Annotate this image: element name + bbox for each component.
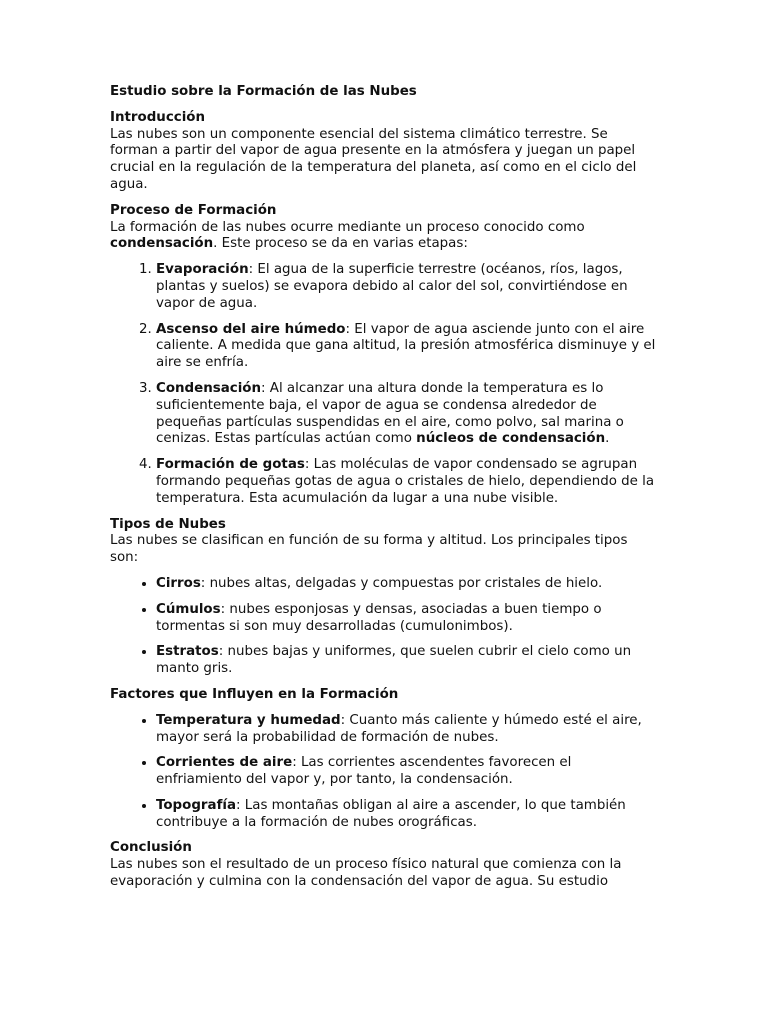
- step-text: : Las moléculas de vapor condensado se agrupan formando pequeñas gotas de agua o cristales de hielo, dependiendo de la temperatura. Esta acumulación da lugar a una nube visible.: [156, 457, 655, 506]
- factors-list: [110, 713, 658, 832]
- item-term: Estratos: [156, 644, 219, 660]
- process-text-after: . Este proceso se da en varias etapas:: [213, 236, 468, 252]
- process-step: [156, 381, 658, 448]
- item-term: Cirros: [156, 575, 201, 591]
- item-term: Topografía: [156, 797, 237, 813]
- item-text: : Cuanto más caliente y húmedo esté el aire, mayor será la probabilidad de formación de nubes.: [156, 712, 642, 745]
- item-text: : Las montañas obligan al aire a ascender, lo que también contribuye a la formación de nubes orográficas.: [156, 797, 626, 830]
- item-term: Cúmulos: [156, 601, 221, 617]
- process-step: [156, 262, 658, 312]
- item-text: : nubes altas, delgadas y compuestas por cristales de hielo.: [200, 575, 603, 591]
- intro-paragraph: Las nubes son un componente esencial del sistema climático terrestre. Se forman a partir del vapor de agua presente en la atmósfera y juegan un papel crucial en la regulación de la temperatura del planeta, así como en el ciclo del agua.: [110, 126, 637, 192]
- list-item: [156, 755, 658, 789]
- step-term: Evaporación: [156, 262, 249, 278]
- process-step: [156, 322, 658, 372]
- step-term: Condensación: [156, 380, 262, 396]
- step-bold-end: núcleos de condensación: [416, 431, 606, 447]
- list-item: [156, 798, 658, 832]
- document-page: [110, 84, 658, 900]
- list-item: [156, 713, 658, 747]
- conclusion-paragraph: Las nubes son el resultado de un proceso físico natural que comienza con la evaporación y culmina con la condensación del vapor de agua. Su estudio: [110, 857, 622, 890]
- types-paragraph: Las nubes se clasifican en función de su forma y altitud. Los principales tipos son:: [110, 533, 628, 566]
- process-bold-term: condensación: [110, 236, 214, 252]
- cloud-types-list: [110, 576, 658, 678]
- item-text: : Las corrientes ascendentes favorecen el enfriamiento del vapor y, por tanto, la condensación.: [156, 755, 572, 788]
- step-text: : Al alcanzar una altura donde la temperatura es lo suficientemente baja, el vapor de agua se condensa alrededor de pequeñas partículas suspendidas en el aire, como polvo, sal marina o cenizas. Estas partículas actúan como: [156, 380, 624, 447]
- process-text-before: La formación de las nubes ocurre mediante un proceso conocido como: [110, 219, 585, 235]
- item-term: Corrientes de aire: [156, 755, 293, 771]
- list-item: [156, 644, 658, 678]
- factors-heading: Factores que Influyen en la Formación: [110, 686, 399, 702]
- process-steps-list: [110, 262, 658, 507]
- process-paragraph: [110, 220, 658, 254]
- step-text: : El agua de la superficie terrestre (océanos, ríos, lagos, plantas y suelos) se evapora debido al calor del sol, convirtiéndose en vapor de agua.: [156, 262, 628, 311]
- step-text: : El vapor de agua asciende junto con el aire caliente. A medida que gana altitud, la presión atmosférica disminuye y el aire se enfría.: [156, 321, 656, 371]
- item-text: : nubes bajas y uniformes, que suelen cubrir el cielo como un manto gris.: [156, 644, 632, 677]
- conclusion-heading: Conclusión: [110, 840, 192, 856]
- process-step: [156, 457, 658, 507]
- step-term: Formación de gotas: [156, 457, 305, 473]
- item-term: Temperatura y humedad: [156, 712, 341, 728]
- process-heading: Proceso de Formación: [110, 202, 277, 218]
- item-text: : nubes esponjosas y densas, asociadas a buen tiempo o tormentas si son muy desarrolladas (cumulonimbos).: [156, 601, 602, 634]
- intro-heading: Introducción: [110, 109, 206, 125]
- types-heading: Tipos de Nubes: [110, 516, 226, 532]
- document-title: Estudio sobre la Formación de las Nubes: [110, 84, 417, 99]
- step-text-end: .: [605, 431, 610, 447]
- step-term: Ascenso del aire húmedo: [156, 321, 346, 337]
- list-item: [156, 576, 658, 593]
- list-item: [156, 602, 658, 636]
